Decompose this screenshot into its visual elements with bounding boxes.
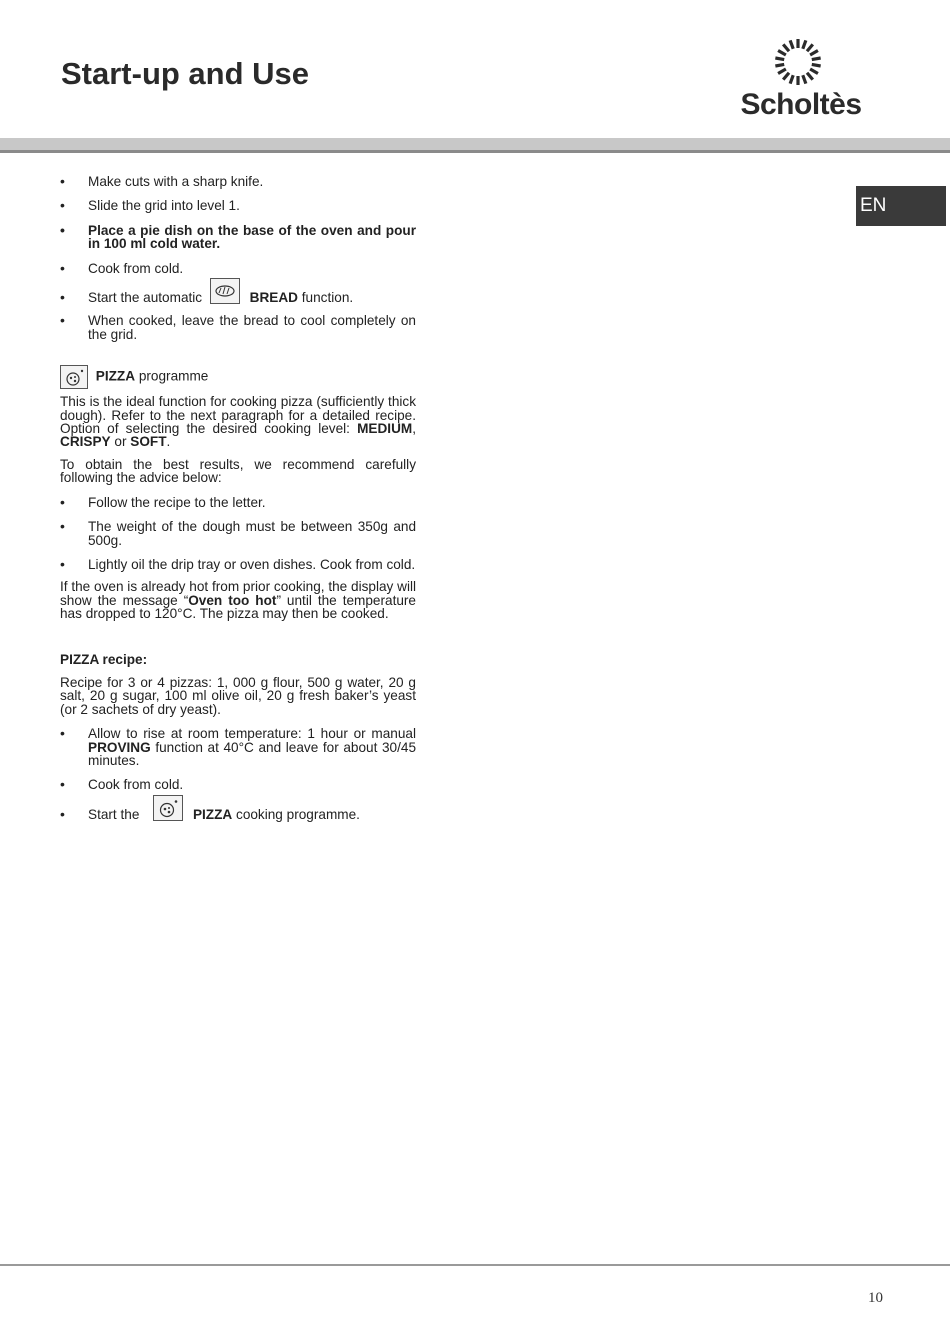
rise-text-1: Allow to rise at room temperature: 1 hour or manual <box>88 726 416 742</box>
list-item: • When cooked, leave the bread to cool completely on the grid. <box>60 314 416 341</box>
level-comma: , <box>412 421 416 437</box>
brand-name: Scholtès <box>740 88 862 121</box>
start-pizza-prefix: Start the <box>88 806 140 822</box>
rise-text-2: function at 40°C and leave for about 30/45 minutes. <box>88 739 417 768</box>
list-item: • Place a pie dish on the base of the oven and pour in 100 ml cold water. <box>60 224 416 251</box>
pizza-icon <box>153 795 183 821</box>
pizza-heading <box>60 365 416 389</box>
bread-function-name: BREAD <box>249 290 298 306</box>
list-item: • Make cuts with a sharp knife. <box>60 175 416 188</box>
list-item: • Slide the grid into level 1. <box>60 199 416 212</box>
level-crispy: CRISPY <box>60 434 111 450</box>
recipe-heading-text: PIZZA recipe: <box>60 651 148 667</box>
header-divider <box>0 150 950 153</box>
pizza-programme-name: PIZZA <box>192 806 233 822</box>
list-item: • Cook from cold. <box>60 262 416 275</box>
language-tab: EN <box>856 186 946 226</box>
pizza-heading-rest: programme <box>138 368 209 384</box>
level-soft: SOFT <box>130 434 167 450</box>
list-item-start-bread <box>60 291 416 304</box>
pizza-intro-paragraph <box>60 395 416 449</box>
list-item: • The weight of the dough must be between 350g and 500g. <box>60 520 416 547</box>
pizza-icon <box>60 365 88 389</box>
brand-logo <box>738 38 864 128</box>
proving-function: PROVING <box>88 739 151 755</box>
level-period: . <box>166 434 171 450</box>
oven-hot-paragraph <box>60 580 416 620</box>
recipe-heading <box>60 653 416 666</box>
list-item-rise <box>60 727 416 767</box>
list-item: • Cook from cold. <box>60 778 416 791</box>
pizza-heading-bold: PIZZA <box>95 368 136 384</box>
oven-hot-text-2: ” until the temperature has dropped to 120°C. The pizza may then be cooked. <box>60 592 416 622</box>
footer-divider <box>0 1264 950 1266</box>
page-number: 10 <box>868 1290 883 1306</box>
start-bread-suffix: function. <box>301 290 354 306</box>
level-medium: MEDIUM <box>357 421 413 437</box>
list-item: • Follow the recipe to the letter. <box>60 496 416 509</box>
start-bread-prefix: Start the automatic <box>88 290 203 306</box>
pizza-advice: To obtain the best results, we recommend carefully following the advice below: <box>60 456 416 486</box>
recipe-ingredients: Recipe for 3 or 4 pizzas: 1, 000 g flour, 500 g water, 20 g salt, 20 g sugar, 100 ml olive oil, 20 g fresh baker’s yeast (or 2 sachets of dry yeast). <box>60 674 416 717</box>
page-title: Start-up and Use <box>61 56 310 91</box>
oven-too-hot-message: Oven too hot <box>188 592 277 608</box>
level-or: or <box>114 434 127 450</box>
list-item: • Lightly oil the drip tray or oven dishes. Cook from cold. <box>60 558 416 571</box>
sunburst-logo-icon <box>774 38 822 86</box>
start-pizza-suffix: cooking programme. <box>236 806 360 822</box>
header-bar <box>0 138 950 150</box>
oven-hot-text-1: If the oven is already hot from prior cooking, the display will show the message “ <box>60 579 416 608</box>
list-item-start-pizza <box>60 808 416 821</box>
bread-icon <box>210 278 240 304</box>
main-content <box>60 175 416 832</box>
pizza-intro: This is the ideal function for cooking pizza (sufficiently thick dough). Refer to the next paragraph for a detailed recipe. Option of selecting the desired cooking level: <box>60 394 416 437</box>
